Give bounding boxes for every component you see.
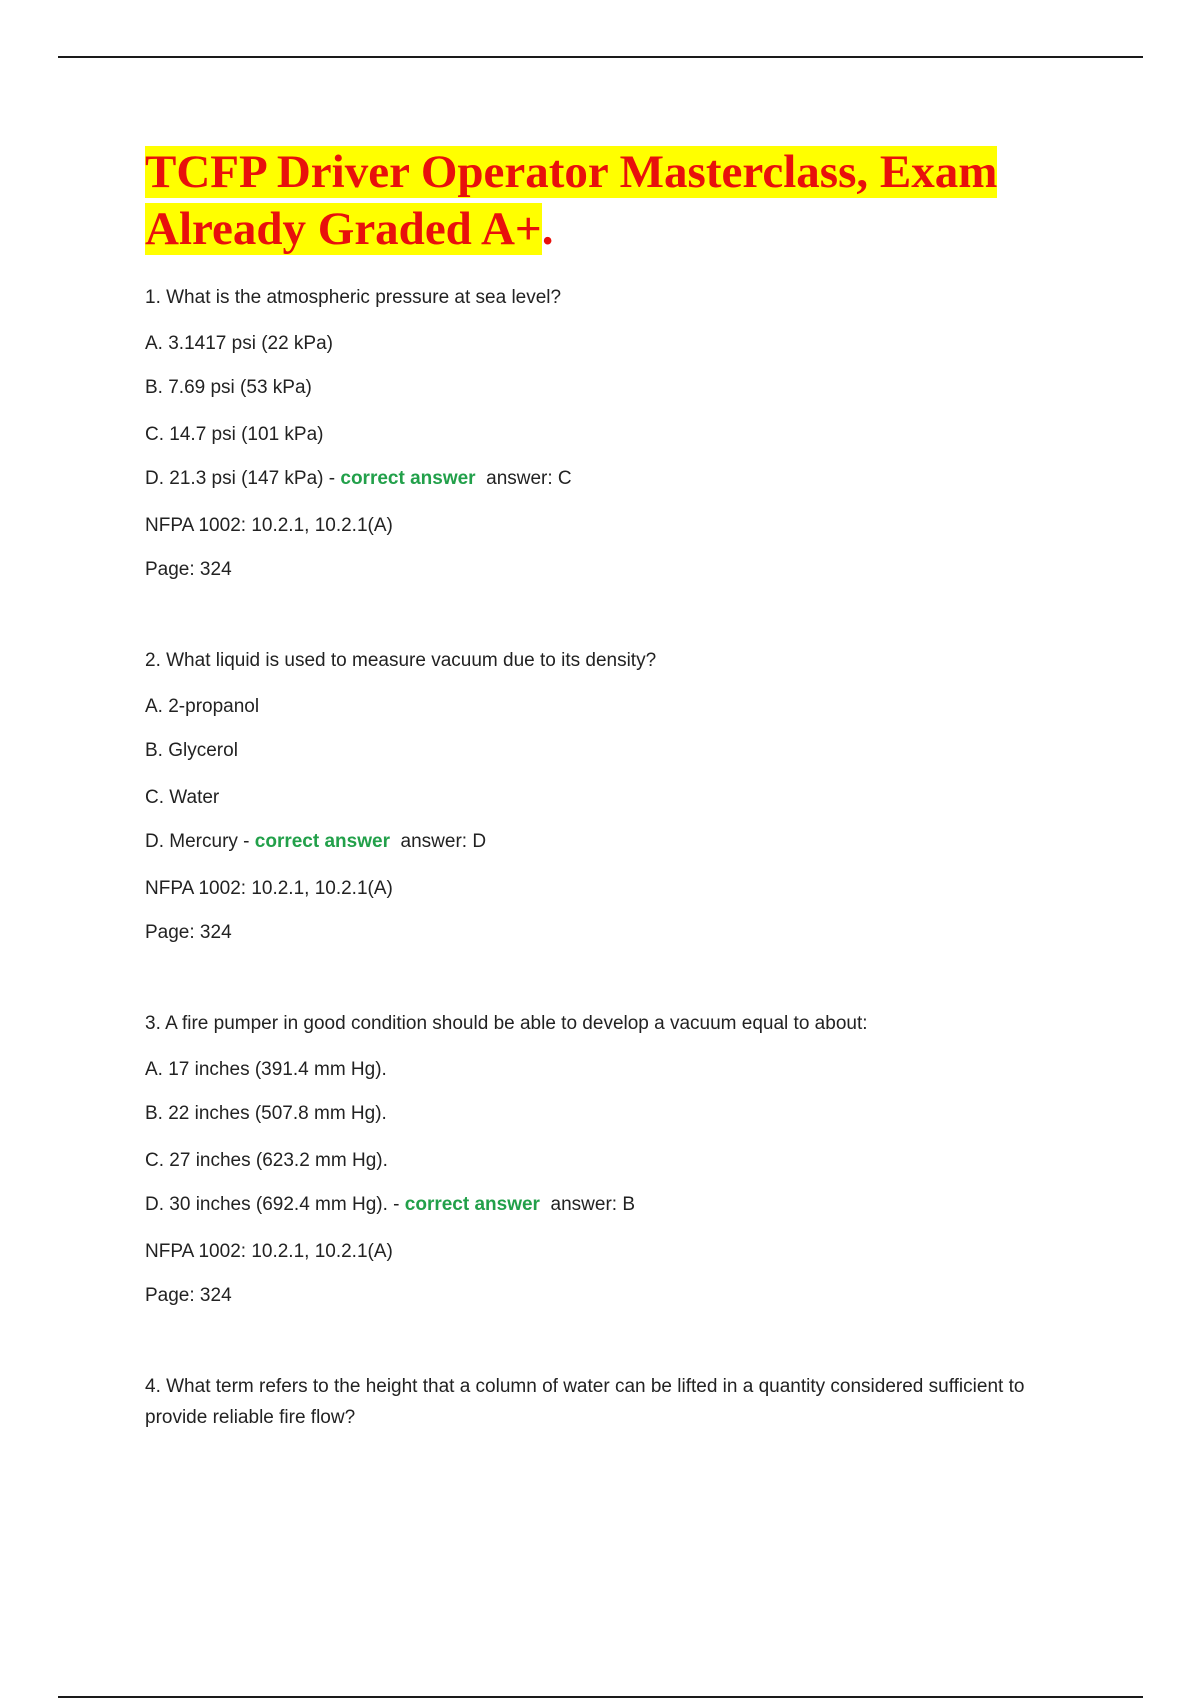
question-1-reference: NFPA 1002: 10.2.1, 10.2.1(A)	[145, 515, 393, 536]
question-3-option-a: A. 17 inches (391.4 mm Hg).	[145, 1059, 387, 1080]
question-1-option-a: A. 3.1417 psi (22 kPa)	[145, 333, 333, 354]
question-1-option-c: C. 14.7 psi (101 kPa)	[145, 424, 324, 445]
question-3-answer: answer: B	[550, 1194, 635, 1215]
question-2-correct-label: correct answer	[254, 831, 390, 852]
question-3-correct-label: correct answer	[404, 1194, 540, 1215]
question-2-option-b: B. Glycerol	[145, 740, 238, 761]
question-1-option-b: B. 7.69 psi (53 kPa)	[145, 377, 312, 398]
question-3-option-c: C. 27 inches (623.2 mm Hg).	[145, 1150, 388, 1171]
question-2-option-d-row	[145, 830, 486, 854]
question-1-answer: answer: C	[486, 468, 572, 489]
question-2-option-c: C. Water	[145, 787, 220, 808]
question-3-page: Page: 324	[145, 1285, 232, 1306]
question-3-text: 3. A fire pumper in good condition should be able to develop a vacuum equal to about:	[145, 1013, 868, 1034]
question-2-text: 2. What liquid is used to measure vacuum due to its density?	[145, 650, 657, 671]
question-3-option-b: B. 22 inches (507.8 mm Hg).	[145, 1103, 387, 1124]
question-1-option-d: D. 21.3 psi (147 kPa) -	[145, 468, 336, 489]
title-highlighted-text: TCFP Driver Operator Masterclass, Exam Already Graded A+	[145, 146, 998, 255]
document-title	[145, 144, 1045, 258]
question-2-option-d: D. Mercury -	[145, 831, 250, 852]
question-1-page: Page: 324	[145, 559, 232, 580]
question-1-text: 1. What is the atmospheric pressure at sea level?	[145, 287, 562, 308]
question-4-text: 4. What term refers to the height that a column of water can be lifted in a quantity considered sufficient to provide reliable fire flow?	[145, 1376, 1025, 1428]
question-2-reference: NFPA 1002: 10.2.1, 10.2.1(A)	[145, 878, 393, 899]
question-3-option-d: D. 30 inches (692.4 mm Hg). -	[145, 1194, 400, 1215]
question-1-correct-label: correct answer	[340, 468, 476, 489]
question-2-page: Page: 324	[145, 922, 232, 943]
question-3-reference: NFPA 1002: 10.2.1, 10.2.1(A)	[145, 1241, 393, 1262]
question-2-answer: answer: D	[400, 831, 487, 852]
footer-rule	[58, 1696, 1143, 1698]
question-3-option-d-row	[145, 1193, 635, 1217]
question-1-option-d-row	[145, 467, 572, 491]
question-2-option-a: A. 2-propanol	[145, 696, 260, 717]
header-rule	[58, 56, 1143, 58]
title-tail: .	[541, 203, 554, 255]
